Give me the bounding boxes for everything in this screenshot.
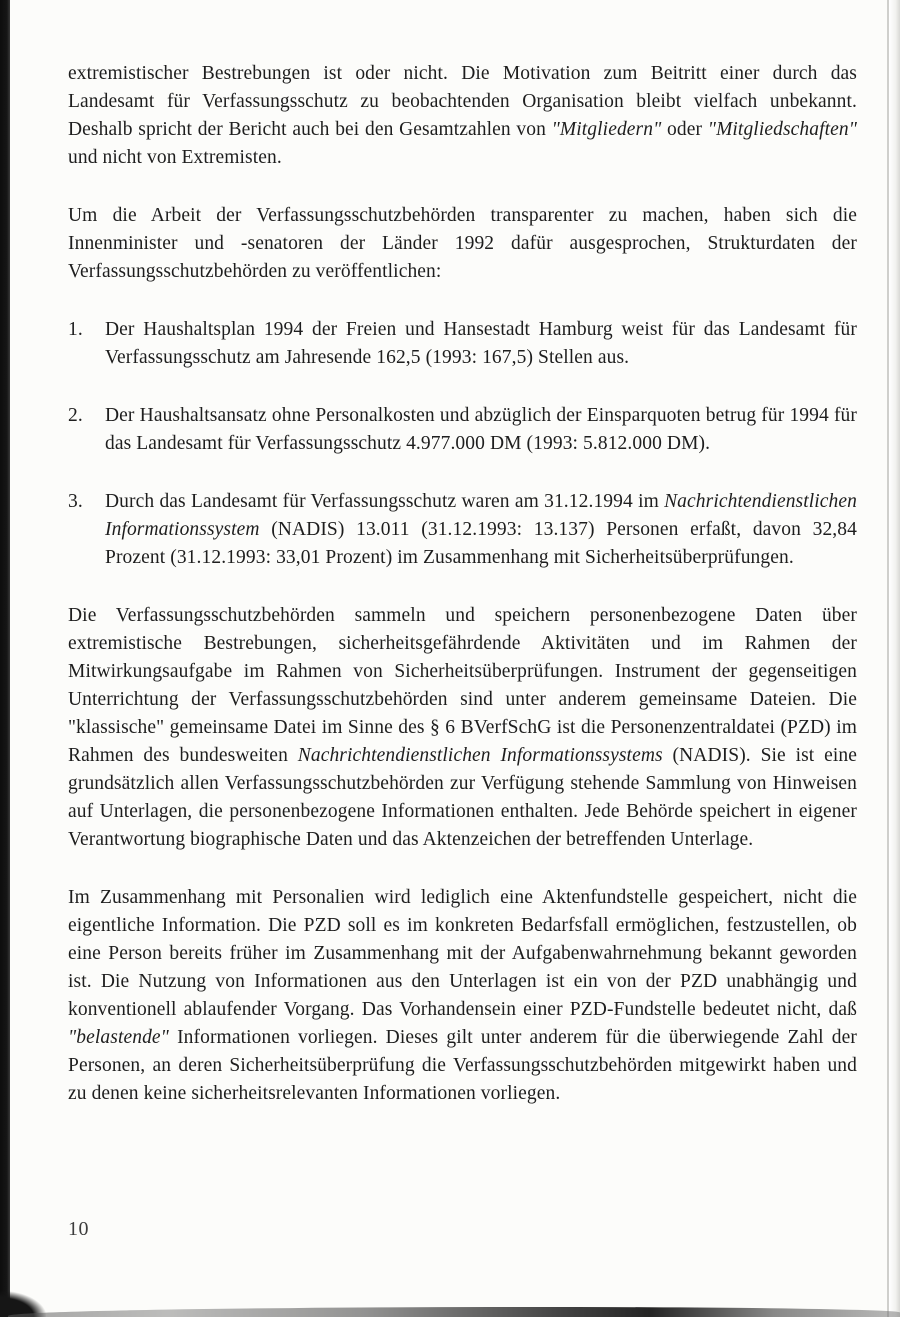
paragraph: [68, 60, 857, 172]
scan-right-shade: [889, 0, 900, 1317]
page-number: 10: [68, 1218, 89, 1240]
italic-text-run: Nachrichtendienstlichen Informationssystems: [297, 745, 663, 766]
document-body: [68, 50, 857, 1138]
scan-right-page-edge: [887, 0, 889, 1317]
list-item-number: 3.: [68, 491, 83, 512]
text-run: Um die Arbeit der Verfassungsschutzbehörden transparenter zu machen, haben sich die Innenminister und -senatoren der Länder 1992 dafür ausgesprochen, Strukturdaten der Verfassungsschutzbehörden zu veröffentlichen:: [68, 205, 857, 282]
text-run: und nicht von Extremisten.: [68, 147, 282, 168]
list-item-text: [105, 402, 857, 458]
text-run: Im Zusammenhang mit Personalien wird lediglich eine Aktenfundstelle gespeichert, nicht die eigentliche Information. Die PZD soll es im konkreten Bedarfsfall ermöglichen, festzustellen, ob eine Person bereits früher im Zusammenhang mit der Aufgabenwahrnehmung bekannt geworden ist. Die Nutzung von Informationen aus den Unterlagen ist ein von der PZD unabhängig und konventionell ablaufender Vorgang. Das Vorhandensein einer PZD-Fundstelle bedeutet nicht, daß: [68, 887, 857, 1020]
paragraph: [68, 884, 857, 1108]
italic-text-run: "Mitgliedern": [551, 119, 662, 140]
text-run: Die Verfassungsschutzbehörden sammeln und speichern personenbezogene Daten über extremistische Bestrebungen, sicherheitsgefährdende Aktivitäten und im Rahmen der Mitwirkungsaufgabe im Rahmen von Sicherheitsüberprüfungen. Instrument der gegenseitigen Unterrichtung der Verfassungsschutzbehörden sind unter anderem gemeinsame Dateien. Die "klassische" gemeinsame Datei im Sinne des § 6 BVerfSchG ist die Personenzentraldatei (PZD) im Rahmen des bundesweiten: [68, 605, 857, 766]
list-item: [68, 402, 857, 458]
list-item-text: [105, 488, 857, 572]
list-item-number: 1.: [68, 319, 83, 340]
text-run: extremistischer Bestrebungen ist oder nicht. Die Motivation zum Beitritt einer durch das Landesamt für Verfassungsschutz zu beobachtenden Organisation bleibt vielfach unbekannt. Deshalb spricht der Bericht auch bei den Gesamtzahlen von: [68, 63, 857, 140]
text-run: (NADIS) 13.011 (31.12.1993: 13.137) Personen erfaßt, davon 32,84 Prozent (31.12.1993: 33,01 Prozent) im Zusammenhang mit Sicherheitsüberprüfungen.: [105, 519, 857, 568]
scan-left-edge: [0, 0, 10, 1317]
list-item: [68, 488, 857, 572]
text-run: oder: [661, 119, 708, 140]
italic-text-run: Nachrichtendienstlichen Informationssystem: [105, 491, 857, 540]
list-item: [68, 316, 857, 372]
text-run: Der Haushaltsplan 1994 der Freien und Hansestadt Hamburg weist für das Landesamt für Verfassungsschutz am Jahresende 162,5 (1993: 167,5) Stellen aus.: [105, 319, 857, 368]
text-run: Durch das Landesamt für Verfassungsschutz waren am 31.12.1994 im: [105, 491, 665, 512]
paragraph: [68, 602, 857, 854]
list-item-number: 2.: [68, 405, 83, 426]
text-run: Der Haushaltsansatz ohne Personalkosten und abzüglich der Einsparquoten betrug für 1994 für das Landesamt für Verfassungsschutz 4.977.000 DM (1993: 5.812.000 DM).: [105, 405, 857, 454]
text-run: Informationen vorliegen. Dieses gilt unter anderem für die überwiegende Zahl der Personen, an deren Sicherheitsüberprüfung die Verfassungsschutzbehörden mitgewirkt haben und zu denen keine sicherheitsrelevanten Informationen vorliegen.: [68, 1027, 857, 1104]
paragraph: [68, 202, 857, 286]
italic-text-run: "belastende": [68, 1027, 169, 1048]
italic-text-run: "Mitgliedschaften": [707, 119, 858, 140]
list-item-text: [105, 316, 857, 372]
scan-bottom-shadow: [8, 1307, 900, 1317]
text-run: (NADIS). Sie ist eine grundsätzlich allen Verfassungsschutzbehörden zur Verfügung stehende Sammlung von Hinweisen auf Unterlagen, die personenbezogene Informationen enthalten. Jede Behörde speichert in eigener Verantwortung biographische Daten und das Aktenzeichen der betreffenden Unterlage.: [68, 745, 857, 850]
